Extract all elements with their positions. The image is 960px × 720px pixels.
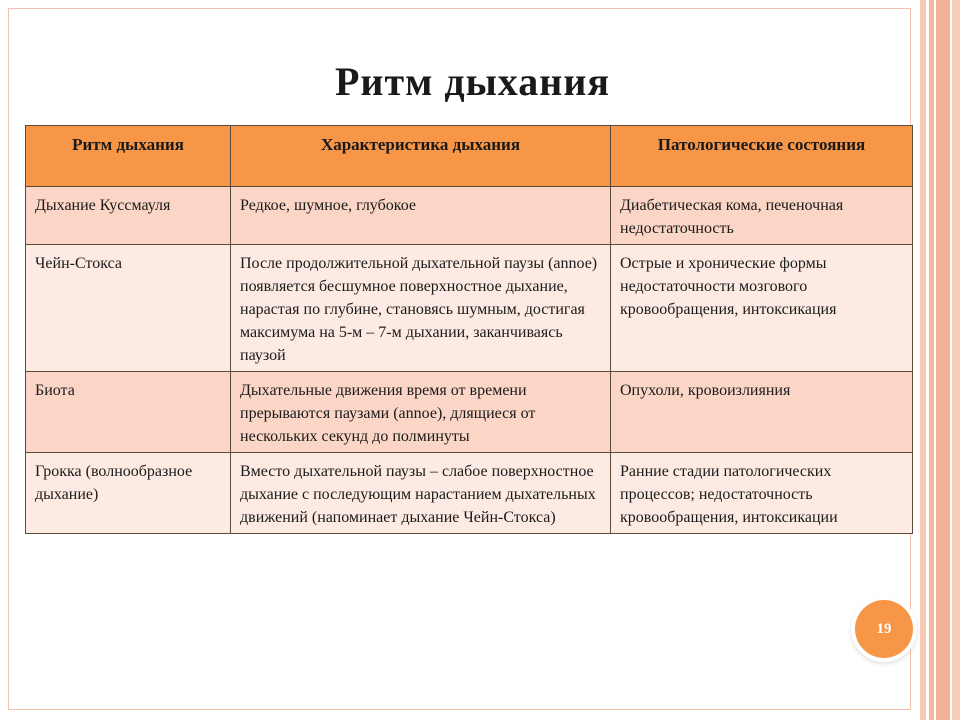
cell-conditions: Ранние стадии патологических процессов; недостаточность кровообращения, интоксикации bbox=[611, 453, 913, 534]
cell-characteristic: Дыхательные движения время от времени прерываются паузами (аnnое), длящиеся от нескольких секунд до полминуты bbox=[231, 372, 611, 453]
table-row bbox=[26, 187, 913, 245]
table-row bbox=[26, 245, 913, 372]
cell-characteristic: После продолжительной дыхательной паузы (аnnое) появляется бесшумное поверхностное дыхание, нарастая по глубине, становясь шумным, достигая максимума на 5-м – 7-м дыхании, заканчиваясь паузой bbox=[231, 245, 611, 372]
header-rhythm: Ритм дыхания bbox=[26, 126, 231, 187]
cell-rhythm: Грокка (волнообразное дыхание) bbox=[26, 453, 231, 534]
cell-conditions: Диабетическая кома, печеночная недостаточность bbox=[611, 187, 913, 245]
cell-conditions: Опухоли, кровоизлияния bbox=[611, 372, 913, 453]
decorative-stripes bbox=[920, 0, 960, 720]
stripe bbox=[952, 0, 960, 720]
page-number-badge: 19 bbox=[855, 600, 913, 658]
table-header-row bbox=[26, 126, 913, 187]
header-characteristic: Характеристика дыхания bbox=[231, 126, 611, 187]
stripe bbox=[920, 0, 926, 720]
stripe bbox=[936, 0, 950, 720]
table-row bbox=[26, 372, 913, 453]
cell-conditions: Острые и хронические формы недостаточности мозгового кровообращения, интоксикация bbox=[611, 245, 913, 372]
header-conditions: Патологические состояния bbox=[611, 126, 913, 187]
breathing-rhythm-table bbox=[25, 125, 913, 534]
cell-rhythm: Дыхание Куссмауля bbox=[26, 187, 231, 245]
table-row bbox=[26, 453, 913, 534]
cell-rhythm: Чейн-Стокса bbox=[26, 245, 231, 372]
slide-title: Ритм дыхания bbox=[334, 59, 611, 104]
stripe bbox=[929, 0, 934, 720]
cell-characteristic: Редкое, шумное, глубокое bbox=[231, 187, 611, 245]
cell-characteristic: Вместо дыхательной паузы – слабое поверхностное дыхание с последующим нарастанием дыхательных движений (напоминает дыхание Чейн-Стокса) bbox=[231, 453, 611, 534]
cell-rhythm: Биота bbox=[26, 372, 231, 453]
